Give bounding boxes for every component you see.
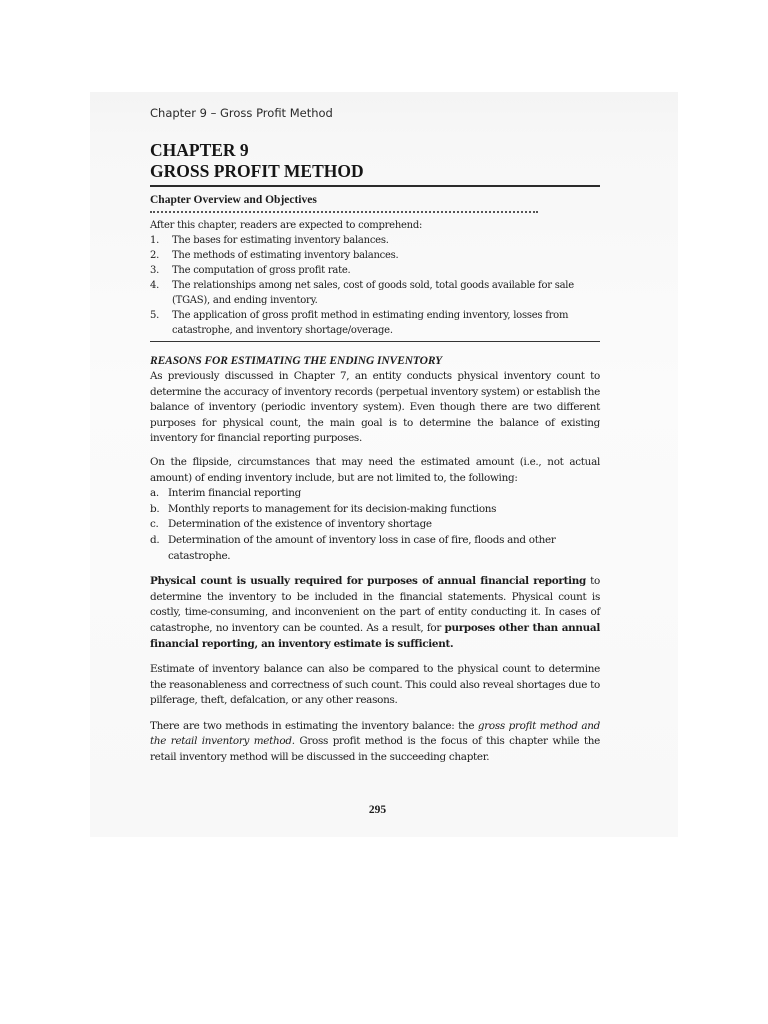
paragraph-reasonableness: Estimate of inventory balance can also be compared to the physical count to determine the reasonableness and correctness of such count. This could also reveal shortages due to pilferage, theft, defalcation, or any other reasons. [150, 663, 600, 707]
objectives-list [150, 233, 600, 338]
list-item: 4. The relationships among net sales, cost of goods sold, total goods available for sale (TGAS), and ending inventory. [150, 280, 574, 306]
book-page [150, 100, 601, 816]
paragraph-estimate-circumstances: On the flipside, circumstances that may need the estimated amount (i.e., not actual amount) of ending inventory include, but are not limited to, the following: [150, 455, 600, 484]
list-item: d. Determination of the amount of inventory loss in case of fire, floods and other catastrophe. [150, 533, 556, 562]
title-rule [150, 185, 600, 187]
bold-phrase: Physical count is usually required for purposes of annual financial reporting [150, 575, 586, 588]
page-number: 295 [368, 804, 387, 816]
paragraph-annual-reporting: Physical count is usually required for purposes of annual financial reporting to determine the inventory to be included in the financial statements. Physical count is costly, time-consuming, and inconvenient on the part of entity conducting it. In cases of catastrophe, no inventory can be counted. As a result, for purposes other than annual financial reporting, an inventory estimate is sufficient. [150, 575, 600, 650]
chapter-number: CHAPTER 9 [150, 140, 249, 160]
overview-heading: Chapter Overview and Objectives [150, 194, 317, 206]
circumstances-list [150, 486, 600, 564]
chapter-title: GROSS PROFIT METHOD [150, 161, 364, 181]
running-head: Chapter 9 – Gross Profit Method [150, 106, 333, 120]
list-item: 2. The methods of estimating inventory balances. [150, 250, 399, 261]
list-item: a. Interim financial reporting [150, 487, 302, 500]
dotted-divider [150, 211, 538, 213]
list-item: 3. The computation of gross profit rate. [150, 265, 351, 276]
list-item: 5. The application of gross profit method in estimating ending inventory, losses from catastrophe, and inventory shortage/overage. [150, 310, 569, 336]
list-item: 1. The bases for estimating inventory balances. [150, 235, 389, 246]
italic-phrase: gross profit method and the retail inventory method. [150, 719, 600, 748]
bold-phrase: purposes other than annual financial reporting, an inventory estimate is sufficient. [150, 621, 600, 650]
section-heading: REASONS FOR ESTIMATING THE ENDING INVENTORY [150, 355, 443, 367]
section-rule [150, 341, 600, 342]
list-item: b. Monthly reports to management for its decision-making functions [150, 502, 497, 515]
objectives-intro: After this chapter, readers are expected to comprehend: [150, 220, 423, 231]
list-item: c. Determination of the existence of inventory shortage [150, 518, 432, 531]
paragraph-physical-count-purpose: As previously discussed in Chapter 7, an entity conducts physical inventory count to determine the accuracy of inventory records (perpetual inventory system) or establish the balance of inventory (periodic inventory system). Even though there are two different purposes for physical count, the main goal is to determine the balance of existing inventory for financial reporting purposes. [150, 370, 600, 445]
paragraph-two-methods: There are two methods in estimating the inventory balance: the gross profit method and the retail inventory method. Gross profit method is the focus of this chapter while the retail inventory method will be discussed in the succeeding chapter. [150, 719, 601, 764]
